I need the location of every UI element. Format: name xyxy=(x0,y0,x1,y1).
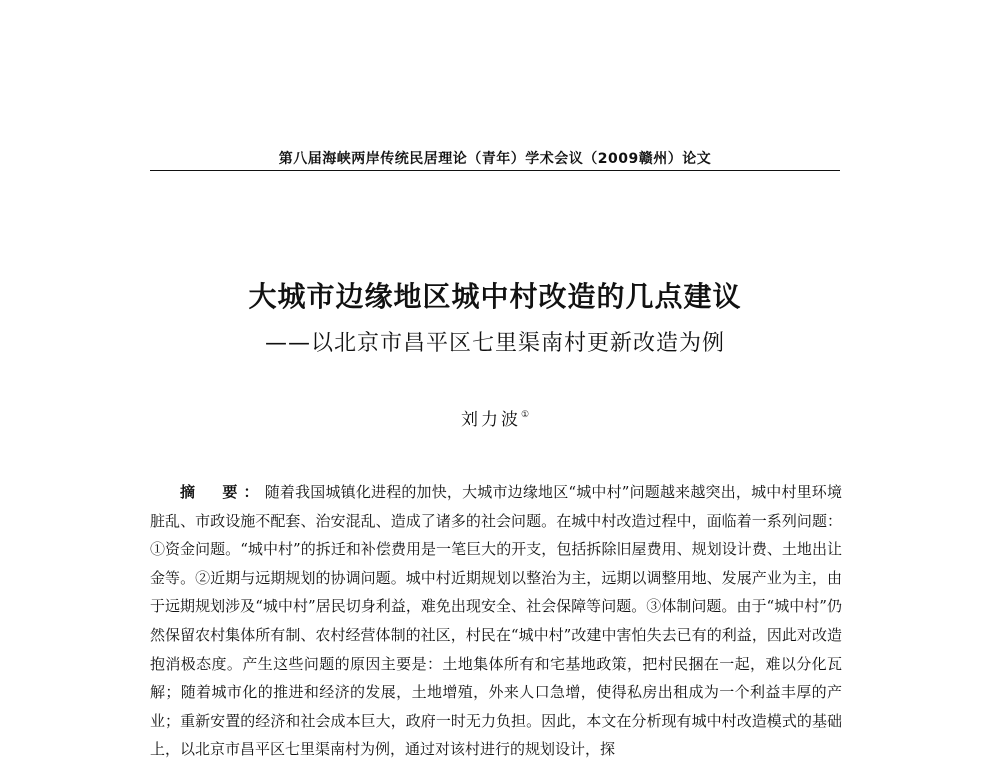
paper-subtitle: ——以北京市昌平区七里渠南村更新改造为例 xyxy=(264,331,725,356)
paper-title: 大城市边缘地区城中村改造的几点建议 xyxy=(248,280,742,313)
abstract-label: 摘 要： xyxy=(180,483,265,501)
author-line xyxy=(150,405,840,430)
author-name: 刘力波 xyxy=(460,410,521,430)
header-rule xyxy=(150,170,840,171)
abstract-text: 随着我国城镇化进程的加快，大城市边缘地区“城中村”问题越来越突出，城中村里环境脏乱、市政设施不配套、治安混乱、造成了诸多的社会问题。在城中村改造过程中，面临着一系列问题：①资金问题。“城中村”的拆迁和补偿费用是一笔巨大的开支，包括拆除旧屋费用、规划设计费、土地出让金等。②近期与远期规划的协调问题。城中村近期规划以整治为主，远期以调整用地、发展产业为主，由于远期规划涉及“城中村”居民切身利益，难免出现安全、社会保障等问题。③体制问题。由于“城中村”仍然保留农村集体所有制、农村经营体制的社区，村民在“城中村”改建中害怕失去已有的利益，因此对改造抱消极态度。产生这些问题的原因主要是：土地集体所有和宅基地政策，把村民捆在一起，难以分化瓦解；随着城市化的推进和经济的发展，土地增殖，外来人口急增，使得私房出租成为一个利益丰厚的产业；重新安置的经济和社会成本巨大，政府一时无力负担。因此，本文在分析现有城中村改造模式的基础上，以北京市昌平区七里渠南村为例，通过对该村进行的规划设计，探 xyxy=(150,483,842,759)
author-footnote-mark: ① xyxy=(520,410,530,420)
running-header: 第八届海峡两岸传统民居理论（青年）学术会议（2009赣州）论文 xyxy=(278,151,712,167)
abstract xyxy=(150,478,842,764)
